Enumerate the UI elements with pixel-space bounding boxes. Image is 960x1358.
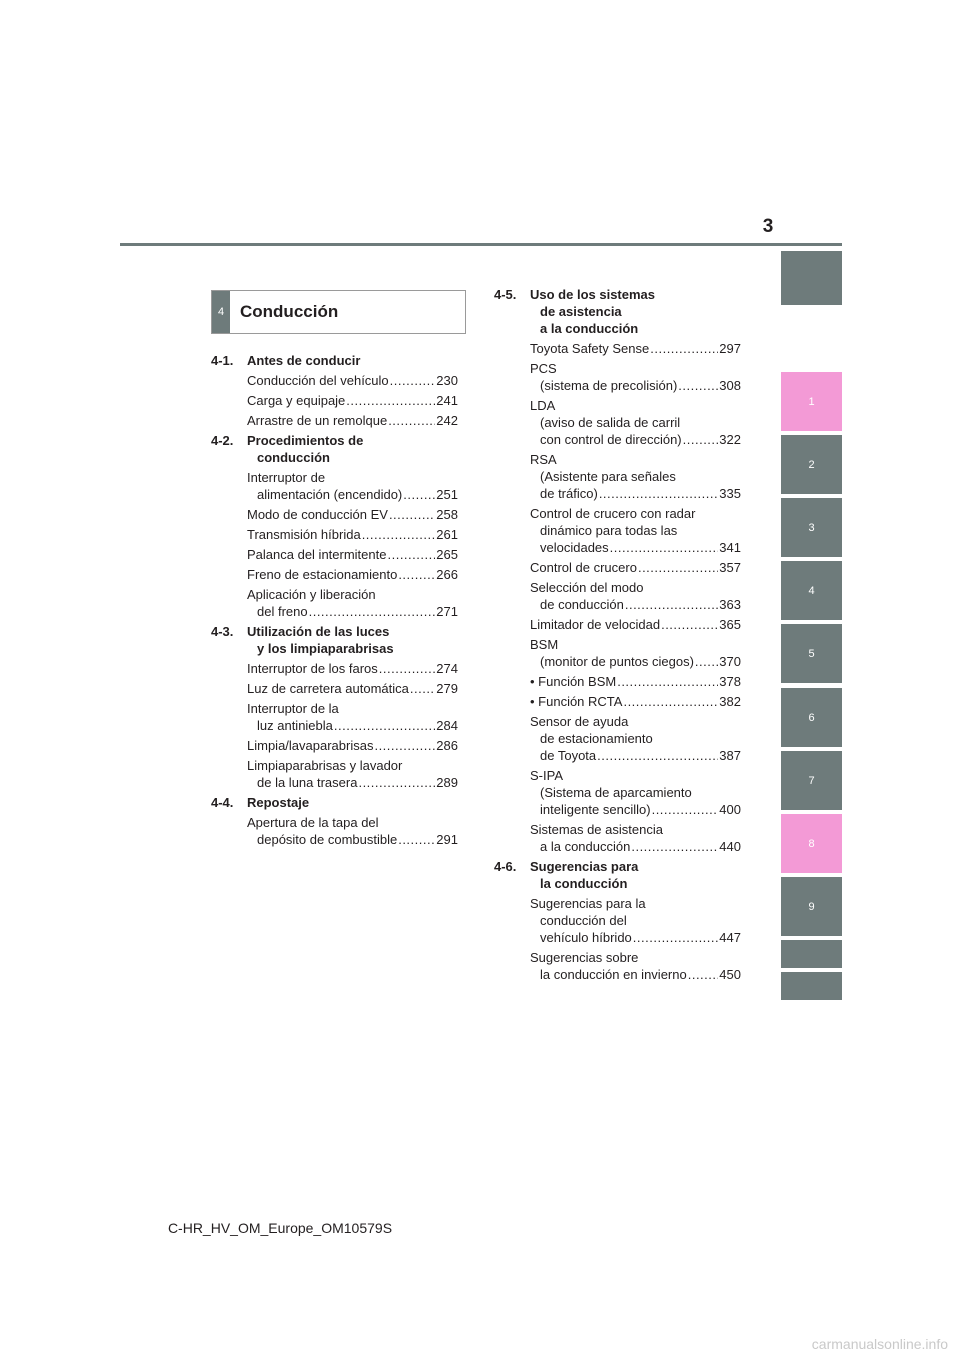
dot-leader: [695, 653, 718, 670]
toc-entry-text: Transmisión híbrida: [247, 527, 361, 542]
toc-entry-line: [530, 693, 741, 710]
toc-entry[interactable]: [211, 372, 458, 389]
toc-page-number: 447: [719, 930, 741, 945]
toc-entry-line: [530, 713, 741, 730]
toc-entry-text: Interruptor de: [247, 470, 326, 485]
toc-entry[interactable]: [211, 680, 458, 697]
toc-entry-line: [530, 505, 741, 522]
toc-entry-line: [247, 566, 458, 583]
toc-page-number: 284: [436, 718, 458, 733]
toc-entry-line: [530, 559, 741, 576]
toc-entry-line: [530, 539, 741, 556]
toc-entry-text: • Función RCTA: [530, 694, 623, 709]
toc-entry-text: Interruptor de los faros: [247, 661, 378, 676]
toc-entry-text: luz antiniebla: [257, 718, 333, 733]
toc-entry-line: [530, 895, 741, 912]
toc-page-number: 251: [436, 487, 458, 502]
toc-entry[interactable]: [494, 636, 741, 670]
toc-entry-text: Arrastre de un remolque: [247, 413, 388, 428]
dot-leader: [623, 693, 718, 710]
toc-entry-text: del freno: [257, 604, 308, 619]
toc-entry[interactable]: [211, 814, 458, 848]
dot-leader: [410, 680, 435, 697]
toc-entry-line: [247, 737, 458, 754]
toc-entry-text: Sistemas de asistencia: [530, 822, 663, 837]
watermark: carmanualsonline.info: [811, 1336, 948, 1352]
toc-entry-text: Luz de carretera automática: [247, 681, 409, 696]
toc-entry-line: [530, 340, 741, 357]
toc-entry-line: [530, 929, 741, 946]
dot-leader: [388, 412, 435, 429]
toc-entry-text: Conducción del vehículo: [247, 373, 389, 388]
toc-entry-text: de conducción: [540, 597, 624, 612]
toc-entry[interactable]: [211, 546, 458, 563]
toc-section: [211, 432, 458, 466]
toc-entry-line: [530, 912, 741, 929]
section-title: Utilización de las luces y los limpiaparabrisas: [247, 624, 394, 656]
toc-entry-line: [247, 757, 458, 774]
toc-page-number: 341: [719, 540, 741, 555]
toc-entry[interactable]: [494, 616, 741, 633]
toc-entry-line: [530, 414, 741, 431]
chapter-tab-1[interactable]: 1: [781, 372, 842, 431]
toc-page-number: 274: [436, 661, 458, 676]
toc-entry-text: BSM: [530, 637, 559, 652]
dot-leader: [610, 539, 719, 556]
dot-leader: [398, 566, 435, 583]
toc-entry-text: Freno de estacionamiento: [247, 567, 398, 582]
toc-page-number: 382: [719, 694, 741, 709]
chapter-tab[interactable]: [781, 940, 842, 968]
toc-page-number: 370: [719, 654, 741, 669]
toc-entry-text: Limitador de velocidad: [530, 617, 661, 632]
dot-leader: [661, 616, 718, 633]
dot-leader: [387, 546, 435, 563]
section-number: 4-3.: [211, 624, 234, 639]
toc-entry[interactable]: [211, 506, 458, 523]
document-code: C-HR_HV_OM_Europe_OM10579S: [167, 1220, 393, 1236]
toc-entry-text: Interruptor de la: [247, 701, 339, 716]
dot-leader: [652, 801, 719, 818]
toc-entry-line: [247, 660, 458, 677]
toc-entry[interactable]: [211, 526, 458, 543]
toc-page-number: 450: [719, 967, 741, 982]
toc-entry-text: con control de dirección): [540, 432, 682, 447]
toc-entry[interactable]: [494, 895, 741, 946]
dot-leader: [346, 392, 435, 409]
chapter-tab-6[interactable]: 6: [781, 688, 842, 747]
toc-page-number: 265: [436, 547, 458, 562]
toc-entry-text: Modo de conducción EV: [247, 507, 388, 522]
toc-entry-line: [530, 522, 741, 539]
toc-entry-line: [530, 451, 741, 468]
toc-entry-line: [247, 486, 458, 503]
chapter-tab-9[interactable]: 9: [781, 877, 842, 936]
chapter-tab-2[interactable]: 2: [781, 435, 842, 494]
chapter-title: Conducción: [240, 302, 339, 321]
toc-page-number: 357: [719, 560, 741, 575]
toc-entry-line: [530, 636, 741, 653]
toc-entry-text: (Asistente para señales: [540, 469, 676, 484]
toc-entry-text: de tráfico): [540, 486, 598, 501]
toc-entry-line: [247, 680, 458, 697]
dot-leader: [631, 838, 718, 855]
toc-entry-text: Sugerencias sobre: [530, 950, 639, 965]
toc-entry-text: Toyota Safety Sense: [530, 341, 650, 356]
section-number: 4-4.: [211, 795, 234, 810]
toc-entry[interactable]: [211, 737, 458, 754]
dot-leader: [403, 486, 435, 503]
toc-entry-text: Aplicación y liberación: [247, 587, 376, 602]
dot-leader: [362, 526, 436, 543]
toc-page-number: 308: [719, 378, 741, 393]
toc-page-number: 335: [719, 486, 741, 501]
toc-entry-text: (monitor de puntos ciegos): [540, 654, 694, 669]
toc-entry-line: [247, 412, 458, 429]
toc-page-number: 322: [719, 432, 741, 447]
toc-entry-text: (aviso de salida de carril: [540, 415, 681, 430]
chapter-tab-3[interactable]: 3: [781, 498, 842, 557]
toc-entry[interactable]: [494, 579, 741, 613]
toc-entry[interactable]: [494, 360, 741, 394]
toc-section: [494, 858, 741, 892]
toc-entry-line: [530, 673, 741, 690]
toc-entry-text: (sistema de precolisión): [540, 378, 678, 393]
toc-entry-text: RSA: [530, 452, 557, 467]
section-title: Repostaje: [247, 795, 310, 810]
chapter-tab-8[interactable]: 8: [781, 814, 842, 873]
dot-leader: [678, 377, 718, 394]
page-number: 3: [762, 216, 774, 237]
toc-entry-text: LDA: [530, 398, 556, 413]
toc-entry[interactable]: [211, 700, 458, 734]
dot-leader: [358, 774, 435, 791]
toc-entry-text: Limpia/lavaparabrisas: [247, 738, 374, 753]
toc-entry-line: [247, 372, 458, 389]
toc-entry-line: [530, 767, 741, 784]
chapter-tab-7[interactable]: 7: [781, 751, 842, 810]
section-number: 4-1.: [211, 353, 234, 368]
toc-entry-text: inteligente sencillo): [540, 802, 651, 817]
toc-entry-text: conducción del: [540, 913, 627, 928]
toc-entry-text: Selección del modo: [530, 580, 644, 595]
toc-entry-text: Carga y equipaje: [247, 393, 346, 408]
toc-entry-line: [247, 717, 458, 734]
toc-entry-line: [247, 469, 458, 486]
toc-entry-text: de Toyota: [540, 748, 597, 763]
toc-entry[interactable]: [494, 505, 741, 556]
dot-leader: [617, 673, 718, 690]
toc-entry-text: velocidades: [540, 540, 609, 555]
toc-entry[interactable]: [494, 340, 741, 357]
section-number: 4-6.: [494, 859, 517, 874]
toc-entry[interactable]: [494, 821, 741, 855]
toc-entry-line: [530, 838, 741, 855]
chapter-header: [211, 290, 466, 334]
toc-entry-line: [530, 784, 741, 801]
toc-page-number: 242: [436, 413, 458, 428]
toc-entry-line: [530, 653, 741, 670]
toc-page-number: 387: [719, 748, 741, 763]
toc-page-number: 286: [436, 738, 458, 753]
toc-entry-line: [530, 579, 741, 596]
toc-entry-line: [530, 468, 741, 485]
toc-page-number: 297: [719, 341, 741, 356]
toc-entry-line: [247, 603, 458, 620]
toc-entry-line: [247, 831, 458, 848]
toc-entry[interactable]: [494, 559, 741, 576]
toc-entry-line: [247, 506, 458, 523]
toc-entry-text: Palanca del intermitente: [247, 547, 387, 562]
toc-entry-line: [530, 596, 741, 613]
dot-leader: [334, 717, 435, 734]
toc-entry-text: S-IPA: [530, 768, 563, 783]
toc-entry-text: Sensor de ayuda: [530, 714, 629, 729]
toc-entry-text: depósito de combustible: [257, 832, 398, 847]
toc-entry-line: [247, 700, 458, 717]
toc-page-number: 363: [719, 597, 741, 612]
toc-entry[interactable]: [211, 660, 458, 677]
toc-entry-line: [530, 801, 741, 818]
section-title: Uso de los sistemas de asistencia a la conducción: [530, 287, 655, 336]
toc-page-number: 378: [719, 674, 741, 689]
toc-entry-line: [530, 377, 741, 394]
toc-entry-line: [247, 814, 458, 831]
toc-section: [211, 352, 458, 369]
toc-entry-text: alimentación (encendido): [257, 487, 403, 502]
toc-entry[interactable]: [494, 673, 741, 690]
dot-leader: [688, 966, 719, 983]
toc-entry[interactable]: [494, 713, 741, 764]
toc-entry[interactable]: [211, 392, 458, 409]
toc-page-number: 241: [436, 393, 458, 408]
toc-entry-line: [530, 616, 741, 633]
dot-leader: [374, 737, 435, 754]
section-number: 4-2.: [211, 433, 234, 448]
dot-leader: [309, 603, 436, 620]
toc-entry[interactable]: [494, 767, 741, 818]
dot-leader: [379, 660, 436, 677]
toc-entry-text: Sugerencias para la: [530, 896, 646, 911]
dot-leader: [625, 596, 718, 613]
toc-entry[interactable]: [494, 451, 741, 502]
dot-leader: [650, 340, 718, 357]
dot-leader: [389, 506, 435, 523]
toc-entry[interactable]: [211, 469, 458, 503]
toc-section: [494, 286, 741, 337]
toc-entry[interactable]: [211, 757, 458, 791]
toc-page-number: 440: [719, 839, 741, 854]
toc-entry[interactable]: [494, 949, 741, 983]
toc-entry-text: (Sistema de aparcamiento: [540, 785, 692, 800]
toc-page-number: 271: [436, 604, 458, 619]
dot-leader: [633, 929, 719, 946]
toc-entry-line: [530, 821, 741, 838]
toc-entry-line: [530, 397, 741, 414]
toc-entry-text: Limpiaparabrisas y lavador: [247, 758, 403, 773]
section-title: Sugerencias para la conducción: [530, 859, 639, 891]
toc-column-right: [494, 286, 741, 986]
toc-entry-text: la conducción en invierno: [540, 967, 687, 982]
toc-entry-text: de estacionamiento: [540, 731, 653, 746]
toc-entry-line: [530, 747, 741, 764]
toc-entry[interactable]: [211, 412, 458, 429]
section-title: Antes de conducir: [247, 353, 361, 368]
dot-leader: [597, 747, 718, 764]
toc-entry[interactable]: [211, 566, 458, 583]
section-title: Procedimientos de conducción: [247, 433, 364, 465]
toc-entry[interactable]: [211, 586, 458, 620]
chapter-number: 4: [212, 291, 230, 333]
toc-entry-text: dinámico para todas las: [540, 523, 678, 538]
toc-page-number: 230: [436, 373, 458, 388]
dot-leader: [683, 431, 719, 448]
toc-entry-text: de la luna trasera: [257, 775, 358, 790]
toc-section: [211, 794, 458, 811]
dot-leader: [390, 372, 436, 389]
toc-entry-text: Control de crucero con radar: [530, 506, 696, 521]
dot-leader: [398, 831, 435, 848]
dot-leader: [638, 559, 718, 576]
chapter-tab[interactable]: [781, 972, 842, 1000]
toc-entry-text: a la conducción: [540, 839, 631, 854]
toc-entry-line: [247, 392, 458, 409]
toc-page-number: 279: [436, 681, 458, 696]
toc-entry-text: • Función BSM: [530, 674, 617, 689]
chapter-tab[interactable]: [781, 251, 842, 305]
toc-page-number: 365: [719, 617, 741, 632]
toc-entry-line: [247, 546, 458, 563]
toc-entry-text: Control de crucero: [530, 560, 637, 575]
toc-page-number: 289: [436, 775, 458, 790]
toc-entry-line: [530, 730, 741, 747]
toc-page-number: 266: [436, 567, 458, 582]
toc-entry[interactable]: [494, 693, 741, 710]
toc-entry-line: [530, 949, 741, 966]
toc-page-number: 261: [436, 527, 458, 542]
toc-entry-text: PCS: [530, 361, 557, 376]
toc-entry-line: [530, 966, 741, 983]
chapter-tab-4[interactable]: 4: [781, 561, 842, 620]
toc-entry-line: [247, 774, 458, 791]
toc-entry-text: Apertura de la tapa del: [247, 815, 379, 830]
dot-leader: [599, 485, 718, 502]
toc-column-left: [211, 352, 458, 851]
header-rule: [120, 243, 842, 246]
toc-section: [211, 623, 458, 657]
toc-entry[interactable]: [494, 397, 741, 448]
toc-entry-line: [530, 360, 741, 377]
section-number: 4-5.: [494, 287, 517, 302]
toc-page-number: 291: [436, 832, 458, 847]
toc-entry-line: [530, 485, 741, 502]
toc-page-number: 258: [436, 507, 458, 522]
chapter-tab-5[interactable]: 5: [781, 624, 842, 683]
toc-entry-text: vehículo híbrido: [540, 930, 632, 945]
toc-entry-line: [247, 586, 458, 603]
toc-entry-line: [247, 526, 458, 543]
toc-entry-line: [530, 431, 741, 448]
toc-page-number: 400: [719, 802, 741, 817]
